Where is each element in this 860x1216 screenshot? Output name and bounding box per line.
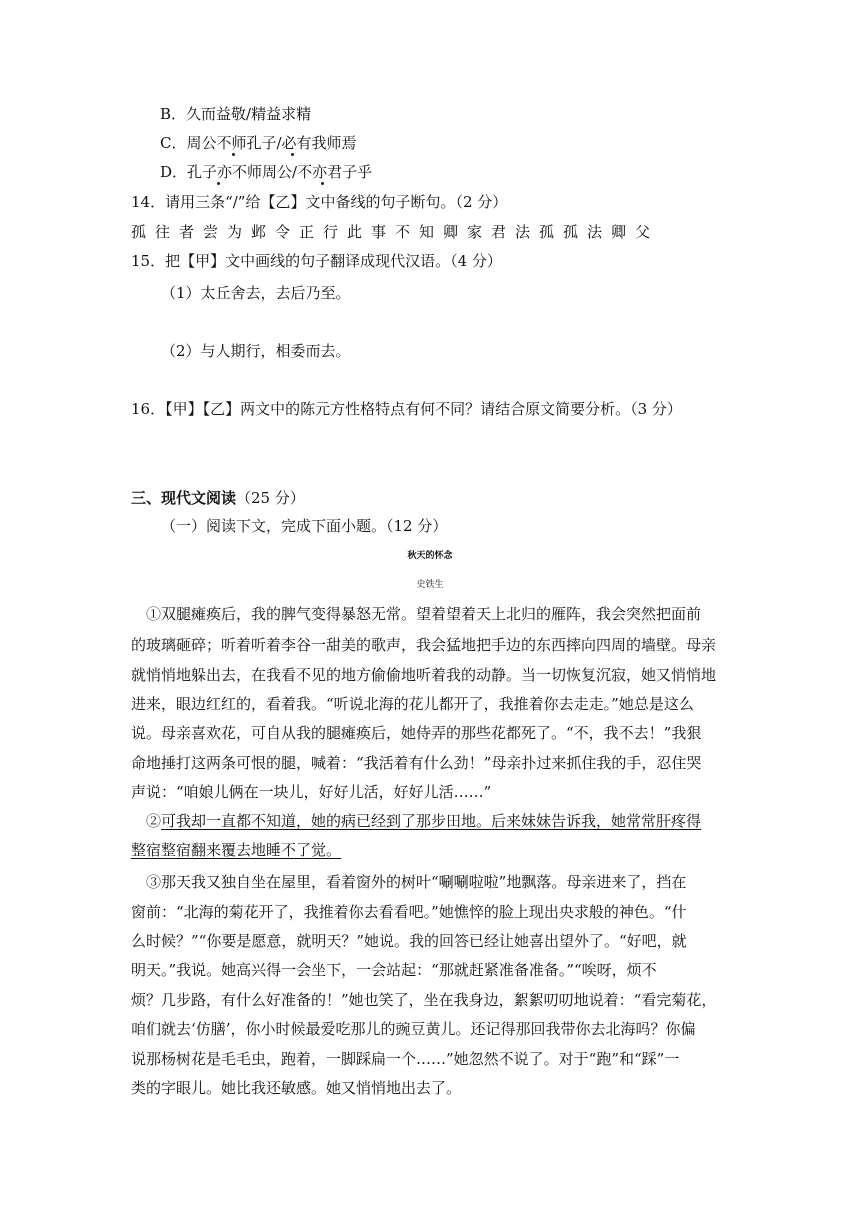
section-heading-score: （25 分） xyxy=(236,489,305,507)
paragraph-3-line: 么时候？”“你要是愿意，就明天？”她说。我的回答已经让她喜出望外了。“好吧，就 xyxy=(131,932,687,950)
paragraph-3-line: 类的字眼儿。她比我还敏感。她又悄悄地出去了。 xyxy=(131,1079,462,1097)
article-title: 秋天的怀念 xyxy=(407,551,453,561)
paragraph-1-line: ①双腿瘫痪后，我的脾气变得暴怒无常。望着望着天上北归的雁阵，我会突然把面前 xyxy=(146,605,702,623)
option-c: C．周公不师孔子/必有我师焉 xyxy=(160,134,357,152)
paragraph-1-line: 命地捶打这两条可恨的腿，喊着：“我活着有什么劲！”母亲扑过来抓住我的手，忍住哭 xyxy=(131,754,702,772)
paragraph-1-line: 进来，眼边红红的，看着我。“听说北海的花儿都开了，我推着你去走走。”她总是这么 xyxy=(131,695,694,713)
paragraph-3-line: ③那天我又独自坐在屋里，看着窗外的树叶“唰唰啦啦”地飘落。母亲进来了，挡在 xyxy=(146,873,687,891)
paragraph-1-line: 的玻璃砸碎；听着听着李谷一甜美的歌声，我会猛地把手边的东西摔向四周的墙壁。母亲 xyxy=(131,636,717,654)
paragraph-2-number: ② xyxy=(146,812,162,830)
paragraph-3-line: 明天。”我说。她高兴得一会坐下，一会站起：“那就赶紧准备准备。”“唉呀，烦不 xyxy=(131,961,657,979)
emphasis-dot xyxy=(321,182,324,185)
underlined-sentence: 整宿整宿翻来覆去地睡不了觉。 xyxy=(131,841,342,859)
paragraph-1-line: 声说：“咱娘儿俩在一块儿，好好儿活，好好儿活……” xyxy=(131,783,492,801)
question-14-sentence: 孤往者尝为邺令正行此事不知卿家君法孤孤法卿父 xyxy=(131,223,660,241)
paragraph-3-line: 咱们就去‘仿膳’，你小时候最爱吃那儿的豌豆黄儿。还记得那回我带你去北海吗？你偏 xyxy=(131,1020,696,1038)
option-b: B．久而益敬/精益求精 xyxy=(160,105,312,123)
section-subheading: （一）阅读下文，完成下面小题。（12 分） xyxy=(161,517,448,535)
question-15-item-1: （1）太丘舍去，去后乃至。 xyxy=(161,284,351,302)
question-15: 15．把【甲】文中画线的句子翻译成现代汉语。（4 分） xyxy=(131,252,502,270)
paragraph-2-line xyxy=(146,811,701,831)
question-15-item-2: （2）与人期行，相委而去。 xyxy=(161,342,351,360)
option-d: D．孔子亦不师周公/不亦君子乎 xyxy=(160,163,373,181)
paragraph-3-line: 烦？几步路，有什么好准备的！”她也笑了，坐在我身边，絮絮叨叨地说着：“看完菊花， xyxy=(131,991,717,1009)
emphasis-dot xyxy=(217,182,220,185)
section-heading xyxy=(131,488,305,508)
question-14: 14．请用三条“/”给【乙】文中备线的句子断句。（2 分） xyxy=(131,193,508,211)
paragraph-3-line: 窗前：“北海的菊花开了，我推着你去看看吧。”她憔悴的脸上现出央求般的神色。“什 xyxy=(131,903,687,921)
underlined-sentence: 可我却一直都不知道，她的病已经到了那步田地。后来妹妹告诉我，她常常肝疼得 xyxy=(161,812,702,830)
paragraph-1-line: 说。母亲喜欢花，可自从我的腿瘫痪后，她侍弄的那些花都死了。“不，我不去！”我狠 xyxy=(131,724,702,742)
emphasis-dot xyxy=(291,153,294,156)
section-heading-title: 三、现代文阅读 xyxy=(131,489,237,507)
paragraph-1-line: 就悄悄地躲出去，在我看不见的地方偷偷地听着我的动静。当一切恢复沉寂，她又悄悄地 xyxy=(131,666,717,684)
emphasis-dot xyxy=(232,153,235,156)
paragraph-3-line: 说那杨树花是毛毛虫，跑着，一脚踩扁一个……”她忽然不说了。对于“跑”和“踩”一 xyxy=(131,1050,680,1068)
question-16: 16．【甲】【乙】两文中的陈元方性格特点有何不同？请结合原文简要分析。（3 分） xyxy=(131,400,682,418)
article-author: 史铁生 xyxy=(416,580,444,590)
